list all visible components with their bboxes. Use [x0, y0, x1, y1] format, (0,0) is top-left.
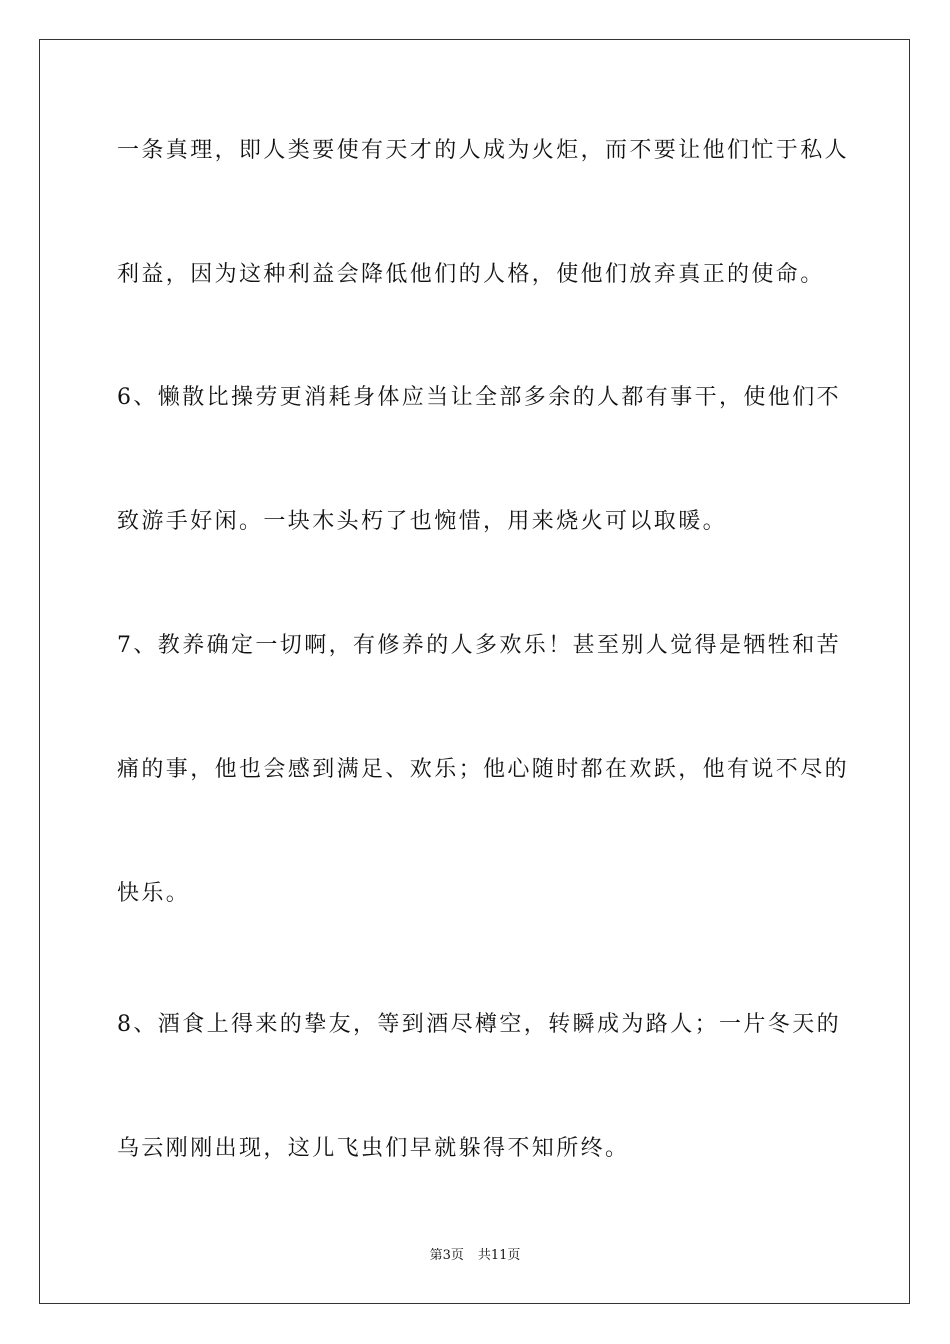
text-line-8: 8、酒食上得来的挚友，等到酒尽樽空，转瞬成为路人；一片冬天的 — [117, 1012, 841, 1037]
text-line-9: 乌云刚刚出现，这儿飞虫们早就躲得不知所终。 — [117, 1136, 630, 1161]
total-pages-label: 共11页 — [477, 1248, 521, 1263]
text-line-5: 7、教养确定一切啊，有修养的人多欢乐！甚至别人觉得是牺牲和苦 — [117, 633, 841, 658]
text-line-3: 6、懒散比操劳更消耗身体应当让全部多余的人都有事干，使他们不 — [117, 385, 841, 410]
text-line-4: 致游手好闲。一块木头朽了也惋惜，用来烧火可以取暖。 — [117, 509, 728, 534]
text-line-1: 一条真理，即人类要使有天才的人成为火炬，而不要让他们忙于私人 — [117, 138, 850, 163]
text-line-2: 利益，因为这种利益会降低他们的人格，使他们放弃真正的使命。 — [117, 262, 825, 287]
page-footer — [0, 1246, 950, 1266]
text-line-7: 快乐。 — [117, 881, 191, 906]
text-line-6: 痛的事，他也会感到满足、欢乐；他心随时都在欢跃，他有说不尽的 — [117, 757, 850, 782]
page-frame — [39, 39, 910, 1304]
current-page-label: 第3页 — [429, 1248, 464, 1263]
